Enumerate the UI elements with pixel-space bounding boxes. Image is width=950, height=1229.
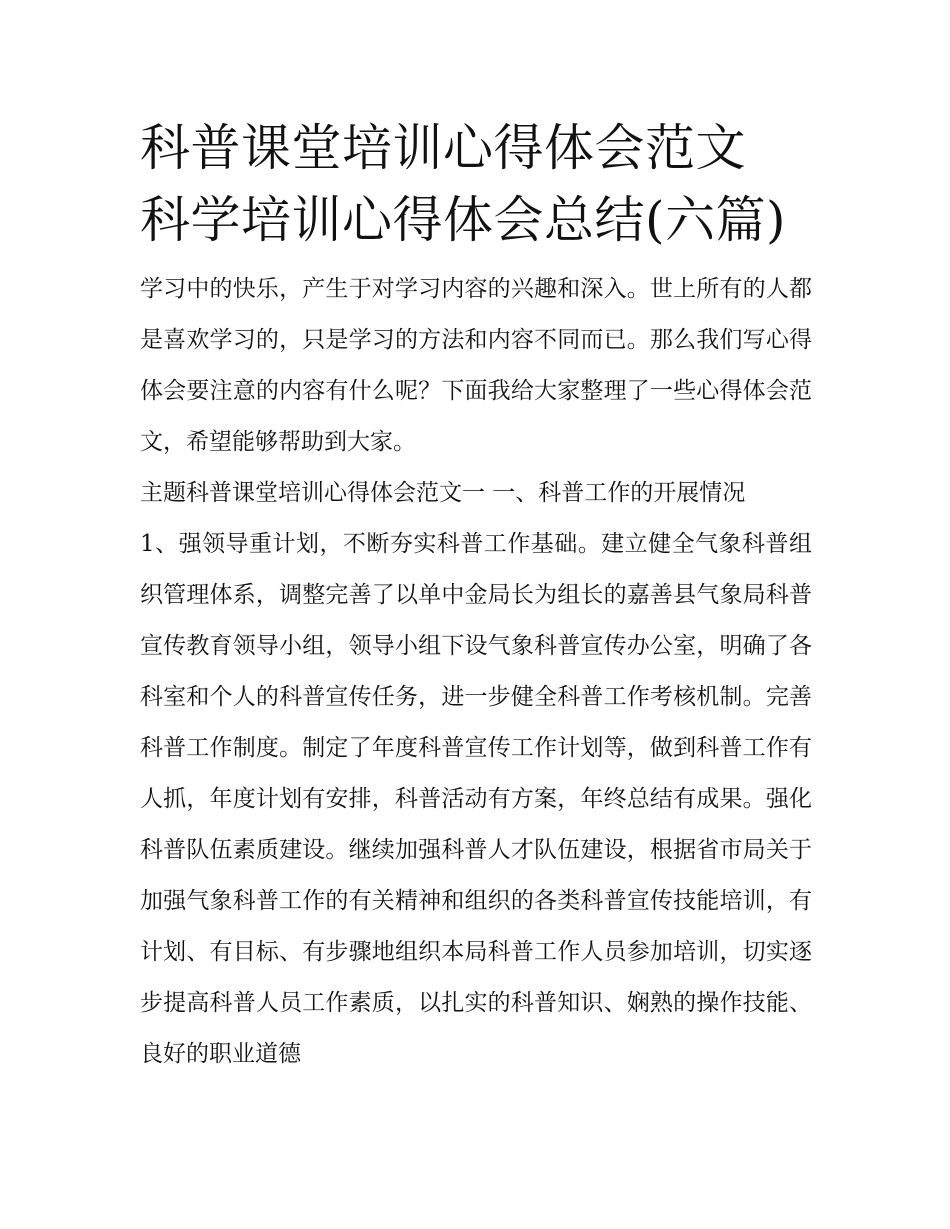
section-heading: 主题科普课堂培训心得体会范文一 一、科普工作的开展情况 bbox=[140, 480, 746, 506]
document-title: 科普课堂培训心得体会范文 科学培训心得体会总结(六篇) bbox=[140, 119, 787, 249]
document-page bbox=[140, 112, 812, 1080]
intro-paragraph: 学习中的快乐，产生于对学习内容的兴趣和深入。世上所有的人都是喜欢学习的，只是学习的方法和内容不同而已。那么我们写心得体会要注意的内容有什么呢？下面我给大家整理了一些心得体会范文，希望能够帮助到大家。 bbox=[140, 276, 812, 455]
body-paragraph: 1、强领导重计划，不断夯实科普工作基础。建立健全气象科普组织管理体系，调整完善了以单中金局长为组长的嘉善县气象局科普宣传教育领导小组，领导小组下设气象科普宣传办公室，明确了各科室和个人的科普宣传任务，进一步健全科普工作考核机制。完善科普工作制度。制定了年度科普宣传工作计划等，做到科普工作有人抓，年度计划有安排，科普活动有方案，年终总结有成果。强化科普队伍素质建设。继续加强科普人才队伍建设，根据省市局关于加强气象科普工作的有关精神和组织的各类科普宣传技能培训，有计划、有目标、有步骤地组织本局科普工作人员参加培训，切实逐步提高科普人员工作素质，以扎实的科普知识、娴熟的操作技能、良好的职业道德 bbox=[140, 531, 812, 1067]
